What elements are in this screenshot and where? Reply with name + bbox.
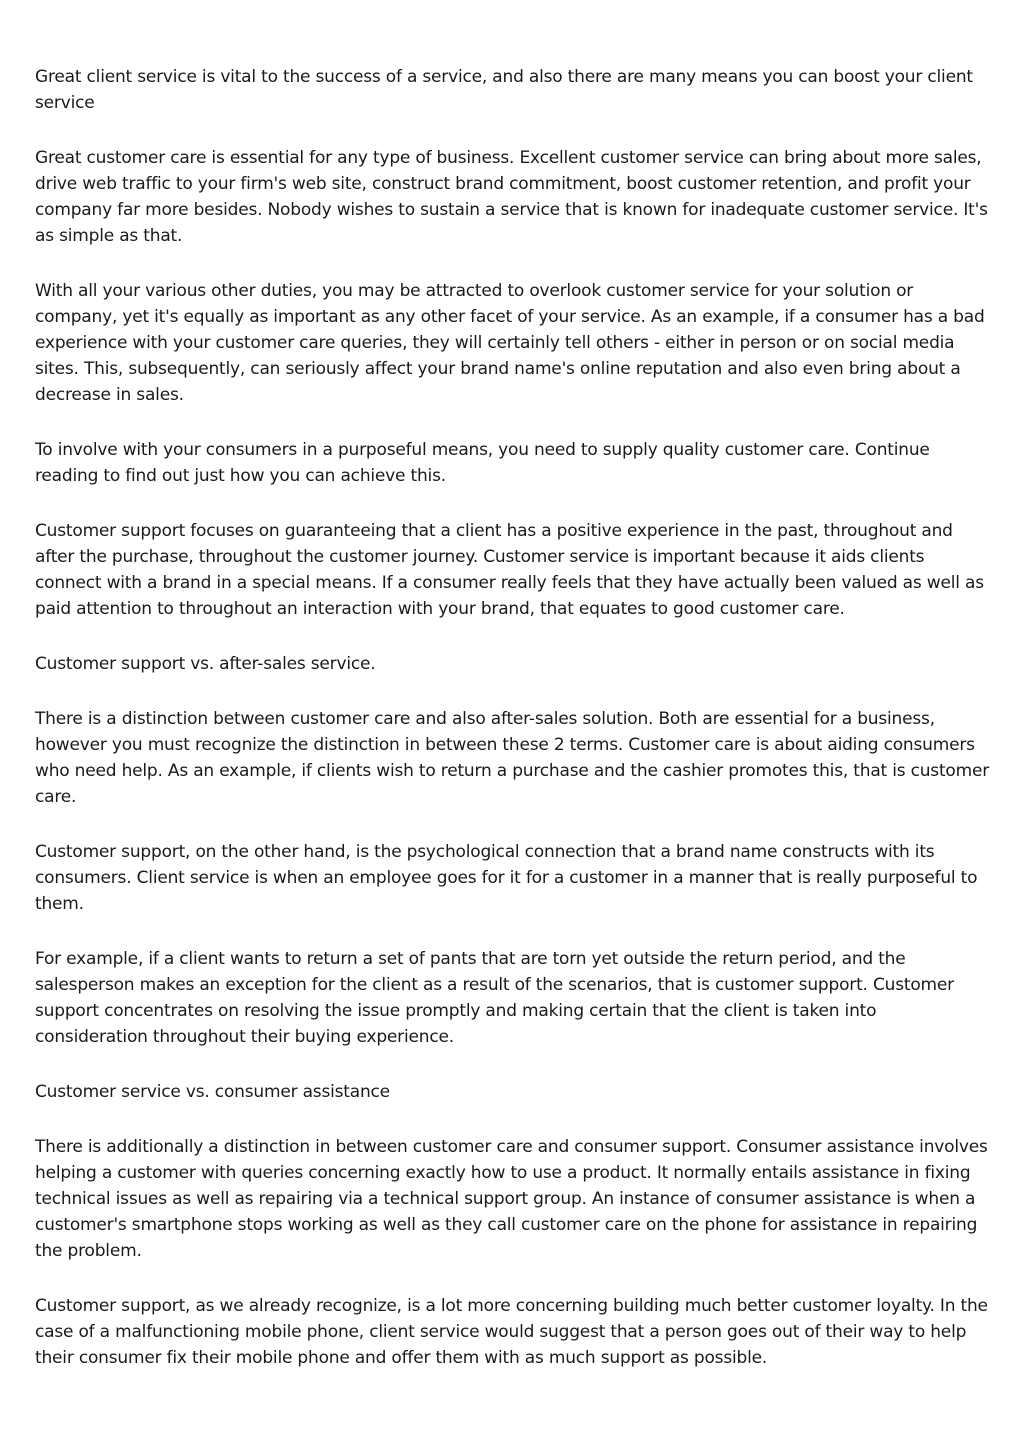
section-heading: Customer support vs. after-sales service. (35, 654, 376, 674)
body-paragraph: Customer support, on the other hand, is the psychological connection that a brand name constructs with its consumers. Client service is when an employee goes for it for a customer in a manner that is really purposeful to them. (35, 842, 978, 914)
section-heading: Customer service vs. consumer assistance (35, 1082, 390, 1102)
body-paragraph: To involve with your consumers in a purposeful means, you need to supply quality customer care. Continue reading to find out just how you can achieve this. (35, 440, 930, 486)
body-paragraph: There is a distinction between customer care and also after-sales solution. Both are essential for a business, however you must recognize the distinction in between these 2 terms. Customer care is about aiding consumers who need help. As an example, if clients wish to return a purchase and the cashier promotes this, that is customer care. (35, 709, 990, 807)
body-paragraph: There is additionally a distinction in between customer care and consumer support. Consumer assistance involves helping a customer with queries concerning exactly how to use a product. It normally entails assistance in fixing technical issues as well as repairing via a technical support group. An instance of consumer assistance is when a customer's smartphone stops working as well as they call customer care on the phone for assistance in repairing the problem. (35, 1137, 988, 1261)
body-paragraph: For example, if a client wants to return a set of pants that are torn yet outside the return period, and the salesperson makes an exception for the client as a result of the scenarios, that is customer support. Customer support concentrates on resolving the issue promptly and making certain that the client is taken into consideration throughout their buying experience. (35, 949, 954, 1047)
intro-paragraph: Great client service is vital to the success of a service, and also there are many means you can boost your client service (35, 67, 973, 113)
body-paragraph: With all your various other duties, you may be attracted to overlook customer service for your solution or company, yet it's equally as important as any other facet of your service. As an example, if a consumer has a bad experience with your customer care queries, they will certainly tell others - either in person or on social media sites. This, subsequently, can seriously affect your brand name's online reputation and also even bring about a decrease in sales. (35, 281, 985, 405)
body-paragraph: Great customer care is essential for any type of business. Excellent customer service can bring about more sales, drive web traffic to your firm's web site, construct brand commitment, boost customer retention, and profit your company far more besides. Nobody wishes to sustain a service that is known for inadequate customer service. It's as simple as that. (35, 148, 988, 246)
body-paragraph: Customer support focuses on guaranteeing that a client has a positive experience in the past, throughout and after the purchase, throughout the customer journey. Customer service is important because it aids clients connect with a brand in a special means. If a consumer really feels that they have actually been valued as well as paid attention to throughout an interaction with your brand, that equates to good customer care. (35, 521, 984, 619)
body-paragraph: Customer support, as we already recognize, is a lot more concerning building much better customer loyalty. In the case of a malfunctioning mobile phone, client service would suggest that a person goes out of their way to help their consumer fix their mobile phone and offer them with as much support as possible. (35, 1296, 988, 1368)
